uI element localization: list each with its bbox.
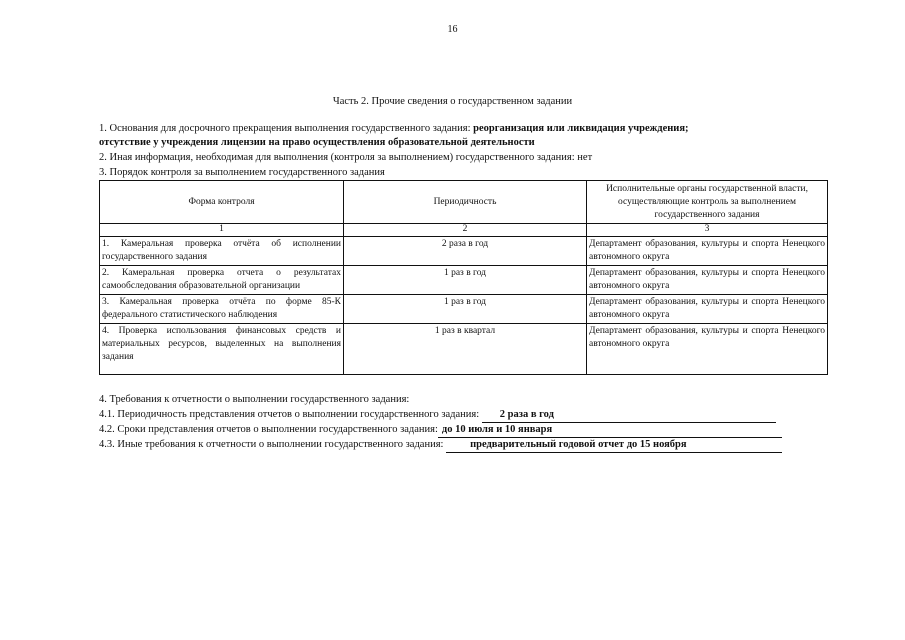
section-2: 2. Иная информация, необходимая для выполнения (контроля за выполнением) государственного задания: нет [99, 152, 593, 163]
table-row [100, 295, 828, 324]
control-form: 2. Камеральная проверка отчета о результатах самообследования образовательной организации [100, 266, 344, 295]
control-organ: Департамент образования, культуры и спорта Ненецкого автономного округа [587, 237, 828, 266]
page-number: 16 [447, 24, 458, 35]
control-form: 1. Камеральная проверка отчёта об исполнении государственного задания [100, 237, 344, 266]
reporting-2-value: до 10 июля и 10 января [438, 423, 782, 438]
header-organ: Исполнительные органы государственной власти, осуществляющие контроль за выполнением государственного задания [587, 181, 828, 224]
column-number: 2 [344, 224, 587, 237]
table-row [100, 237, 828, 266]
part-title: Часть 2. Прочие сведения о государственном задании [332, 96, 573, 107]
control-organ: Департамент образования, культуры и спорта Ненецкого автономного округа [587, 324, 828, 375]
table-row [100, 324, 828, 375]
column-number: 1 [100, 224, 344, 237]
reporting-row-2 [99, 423, 782, 438]
header-form: Форма контроля [100, 181, 344, 224]
table-number-row [100, 224, 828, 237]
reporting-3-value: предварительный годовой отчет до 15 ноября [446, 438, 782, 453]
column-number: 3 [587, 224, 828, 237]
section-3: 3. Порядок контроля за выполнением государственного задания [99, 167, 385, 178]
section-1-value-line-1: реорганизация или ликвидация учреждения; [473, 123, 689, 134]
reporting-2-label: 4.2. Сроки представления отчетов о выполнении государственного задания: [99, 424, 438, 435]
periodicity: 1 раз в год [344, 295, 587, 324]
control-organ: Департамент образования, культуры и спорта Ненецкого автономного округа [587, 295, 828, 324]
section-1-line-1 [99, 122, 689, 136]
section-1-value-line-2: отсутствие у учреждения лицензии на право осуществления образовательной деятельности [99, 137, 535, 148]
periodicity: 1 раз в год [344, 266, 587, 295]
reporting-title: 4. Требования к отчетности о выполнении государственного задания: [99, 394, 410, 405]
table-header-row [100, 181, 828, 224]
periodicity: 1 раз в квартал [344, 324, 587, 375]
reporting-1-label: 4.1. Периодичность представления отчетов о выполнении государственного задания: [99, 409, 480, 420]
control-form: 3. Камеральная проверка отчёта по форме 85-К федерального статистического наблюдения [100, 295, 344, 324]
reporting-row-3 [99, 438, 782, 453]
section-1-label: 1. Основания для досрочного прекращения выполнения государственного задания: [99, 123, 474, 134]
control-form: 4. Проверка использования финансовых средств и материальных ресурсов, выделенных на выполнения задания [100, 324, 344, 375]
control-organ: Департамент образования, культуры и спорта Ненецкого автономного округа [587, 266, 828, 295]
reporting-row-1 [99, 408, 776, 423]
header-period: Периодичность [344, 181, 587, 224]
table-row [100, 266, 828, 295]
periodicity: 2 раза в год [344, 237, 587, 266]
control-table [99, 180, 828, 375]
reporting-1-value: 2 раза в год [482, 408, 776, 423]
reporting-3-label: 4.3. Иные требования к отчетности о выполнении государственного задания: [99, 439, 444, 450]
